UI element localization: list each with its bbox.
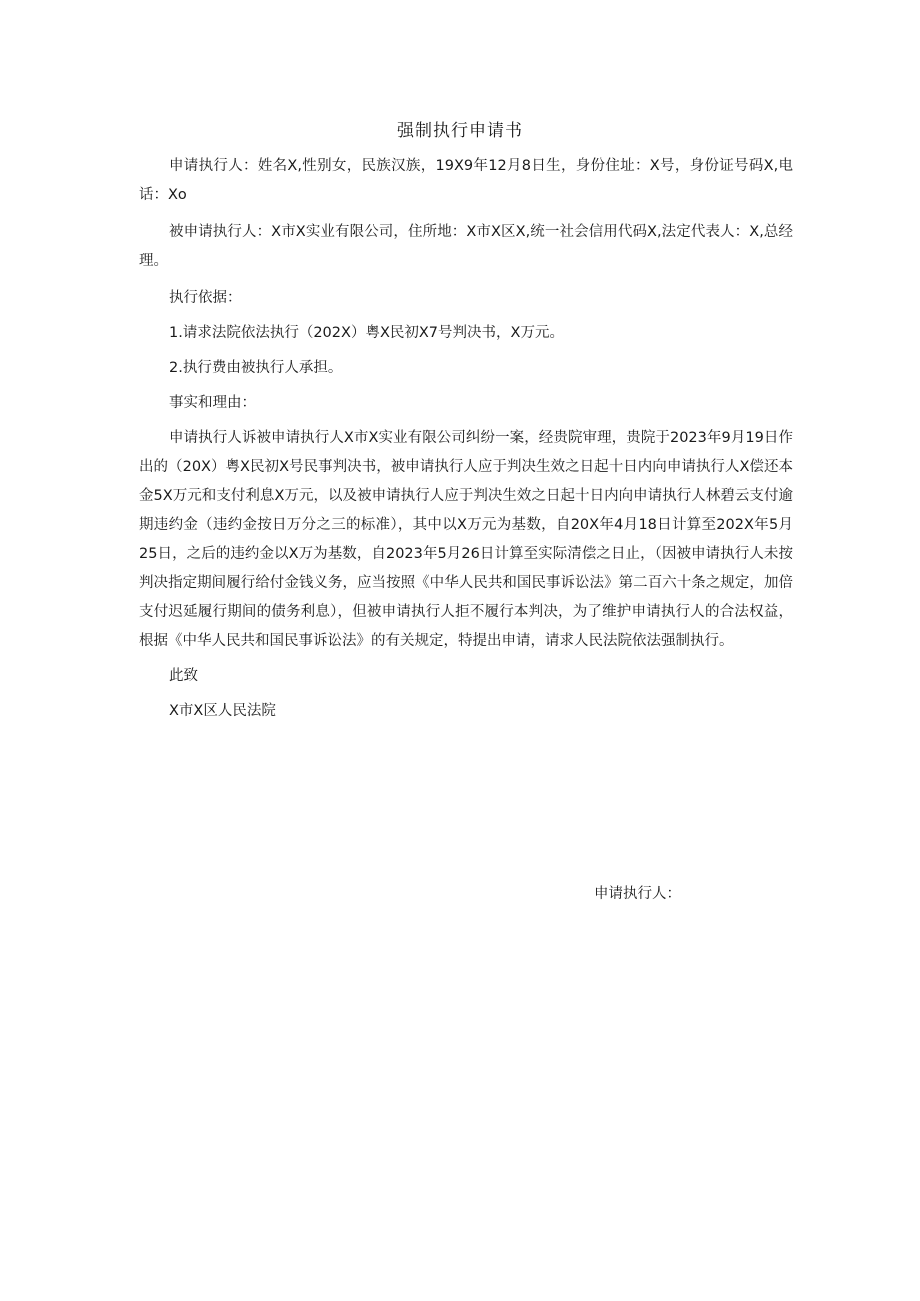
- execution-basis-heading: 执行依据：: [169, 290, 242, 306]
- facts-and-reasons-paragraph: 申请执行人诉被申请执行人X市X实业有限公司纠纷一案，经贵院审理，贵院于2023年9月19日作出的（20X）粤X民初X号民事判决书，被申请执行人应于判决生效之日起十日内向申请执行人X偿还本金5X万元和支付利息X万元，以及被申请执行人应于判决生效之日起十日内向申请执行人林碧云支付逾期违约金（违约金按日万分之三的标准），其中以X万元为基数，自20X年4月18日计算至202X年5月25日，之后的违约金以X万为基数，自2023年5月26日计算至实际清偿之日止，（因被申请执行人未按判决指定期间履行给付金钱义务，应当按照《中华人民共和国民事诉讼法》第二百六十条之规定，加倍支付迟延履行期间的债务利息），但被申请执行人拒不履行本判决，为了维护申请执行人的合法权益，根据《中华人民共和国民事诉讼法》的有关规定，特提出申请，请求人民法院依法强制执行。: [139, 430, 793, 649]
- applicant-info-paragraph: 申请执行人：姓名X,性别女，民族汉族，19X9年12月8日生，身份住址：X号，身份证号码X,电话：Xo: [139, 158, 793, 203]
- respondent-info-paragraph: 被申请执行人：X市X实业有限公司，住所地：X市X区X,统一社会信用代码X,法定代表人：X,总经理。: [139, 224, 793, 269]
- applicant-signature-label: 申请执行人：: [594, 886, 681, 902]
- execution-basis-item-2: 2.执行费由被执行人承担。: [169, 360, 343, 376]
- facts-and-reasons-heading: 事实和理由：: [169, 395, 256, 411]
- document-body: [139, 152, 793, 732]
- court-addressee: X市X区人民法院: [169, 703, 276, 719]
- execution-basis-item-1: 1.请求法院依法执行（202X）粤X民初X7号判决书，X万元。: [169, 325, 564, 341]
- document-title: 强制执行申请书: [397, 121, 523, 141]
- closing-salutation: 此致: [169, 668, 198, 684]
